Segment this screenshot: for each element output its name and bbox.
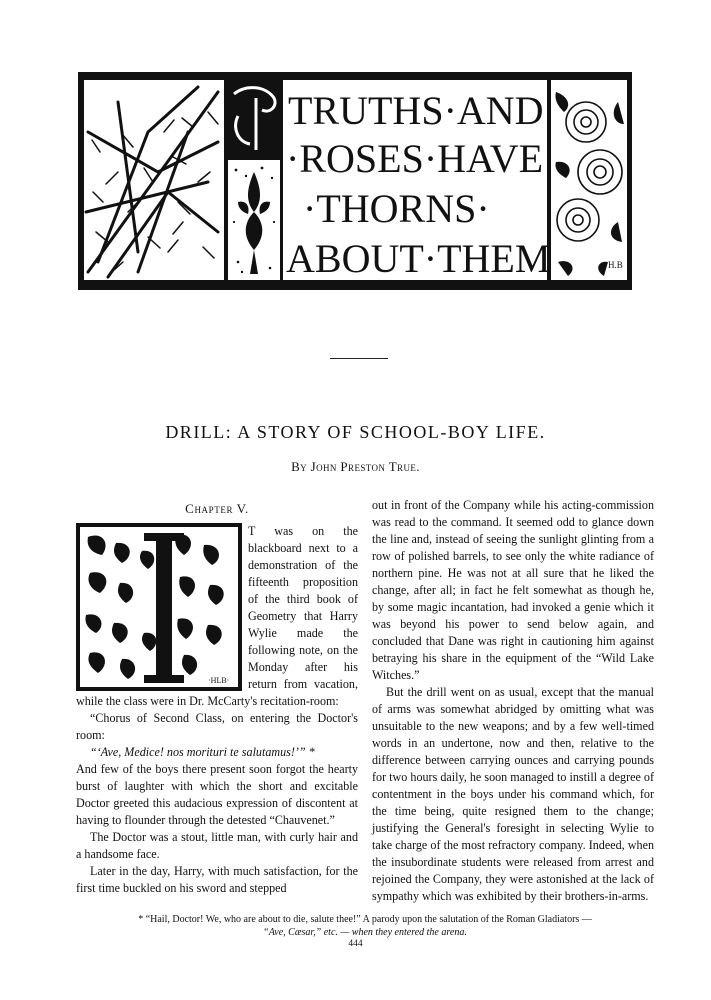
paragraph: But the drill went on as usual, except that the manual of arms was somewhat abridged by omitting what was unsuitable to the new weapons; and by a few well-timed words in an undertone, now and then, relative to the difference between carrying ounces and carrying pounds for two hours daily, he soon managed to instill a degree of contentment in the boys under his command which, for the time being, quite resigned them to the change; justifying the General's foresight in selecting Wylie to take charge of the most refractory company. Indeed, when the insubordinate students were released from arrest and rejoined the Company, they were astonished at the lack of sympathy which was exhibited by their brothers-in-arms. (372, 685, 654, 903)
banner-line-2: ·ROSES·HAVE (286, 136, 544, 181)
paragraph: And few of the boys there present soon forgot the hearty burst of laughter with which the short and excitable Doctor greeted this audacious expression of discontent at having to flounder through the detested “Chauvenet.” (76, 762, 358, 827)
article-title: DRILL: A STORY OF SCHOOL-BOY LIFE. (165, 422, 546, 442)
byline (0, 459, 711, 475)
drop-cap-signature: ·HLB· (208, 676, 230, 685)
banner-line-3: ·THORNS· (303, 186, 490, 231)
right-column (372, 497, 654, 907)
paragraph: The Doctor was a stout, little man, with curly hair and a handsome face. (76, 830, 358, 861)
footnote (70, 913, 660, 939)
header-banner (78, 72, 632, 290)
left-column (76, 497, 358, 907)
page-number: 444 (348, 939, 363, 949)
footnote-line: * “Hail, Doctor! We, who are about to die, salute thee!” A parody upon the salutation of the Roman Gladiators — (138, 914, 592, 925)
thorn-branch-illustration (84, 80, 224, 280)
paragraph: out in front of the Company while his acting-commission was read to the command. It seemed odd to glance down the line and, instead of seeing the sunlight glinting from a row of polished barrels, to see only the white radiance of northern pine. He was not at all sure that he liked the change, after all; in fact he felt somewhat as though he, by some magic incantation, had invoked a genie which it was beyond his power to send below again, and concluded that Dane was right in cautioning him against betraying his share in the equipment of the “Wild Lake Witches.” (372, 498, 654, 682)
paragraph-quote: “‘Ave, Medice! nos morituri te salutamus!’” * (90, 745, 315, 759)
author-name: John Preston True. (310, 459, 420, 474)
ornament-strip (228, 160, 280, 280)
paragraph: T was on the blackboard next to a demonstration of the fifteenth proposition of the third book of Geometry that Harry Wylie made the following note, on the Monday after his return from vacation, while the class were in Dr. McCarty's recitation-room: (76, 524, 358, 708)
rose-illustration (551, 80, 627, 280)
section-divider (330, 358, 388, 359)
paragraph: Later in the day, Harry, with much satisfaction, for the first time buckled on his sword and stepped (76, 864, 358, 895)
drop-cap-illustration (76, 523, 242, 691)
byline-prefix: By (291, 459, 308, 474)
paragraph: “Chorus of Second Class, on entering the Doctor's room: (76, 711, 358, 742)
footnote-line: “Ave, Cæsar,” etc. — when they entered the arena. (263, 927, 467, 938)
banner-line-4: ABOUT·THEM (286, 236, 551, 281)
banner-line-1: TRUTHS·AND (288, 88, 544, 133)
chapter-heading: Chapter V. (185, 501, 249, 516)
artist-monogram: H.B (608, 260, 623, 270)
